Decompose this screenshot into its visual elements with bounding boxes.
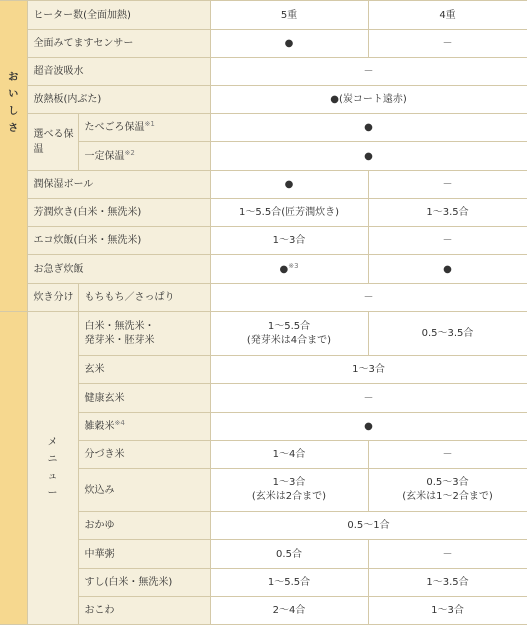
row-label-quick: お急ぎ炊飯: [27, 255, 210, 284]
value-menu-okayu: 0.5～1合: [210, 512, 527, 540]
row-label-menu-genmai: 玄米: [78, 356, 210, 384]
row-label-menu-kenko: 健康玄米: [78, 384, 210, 413]
value-houjun-1: 1～5.5合(匠芳潤炊き): [210, 199, 368, 227]
value-sensor-1: ●: [210, 30, 368, 58]
row-label-keep2: 一定保温$^{※2}$: [78, 142, 210, 171]
value-plate: ●(炭コート遠赤): [210, 86, 527, 114]
row-label-plate: 放熱板(内ぶた): [27, 86, 210, 114]
value-menu-genmai: 1～3合: [210, 356, 527, 384]
row-label-sensor: 全面みてますセンサー: [27, 30, 210, 58]
value-keep1: ●: [210, 114, 527, 142]
value-menu-okowa-1: 2～4合: [210, 597, 368, 625]
value-heater-1: 5重: [210, 1, 368, 30]
row-label-eco: エコ炊飯(白米・無洗米): [27, 227, 210, 255]
category-menu: メ ニ ュ ー: [27, 312, 78, 625]
value-quick-2: ●: [368, 255, 527, 284]
row-label-houjun: 芳潤炊き(白米・無洗米): [27, 199, 210, 227]
category-oishisa-cont: [0, 312, 27, 625]
row-label-menu-takikomi: 炊込み: [78, 469, 210, 512]
value-menu-bunzuki-1: 1～4合: [210, 441, 368, 469]
row-label-steam-ball: 潤保湿ボール: [27, 171, 210, 199]
value-steam-ball-1: ●: [210, 171, 368, 199]
row-label-ultrasonic: 超音波吸水: [27, 58, 210, 86]
value-menu-chukagayu-2: －: [368, 540, 527, 569]
value-houjun-2: 1～3.5合: [368, 199, 527, 227]
row-label-menu-bunzuki: 分づき米: [78, 441, 210, 469]
value-eco-2: －: [368, 227, 527, 255]
value-menu-bunzuki-2: －: [368, 441, 527, 469]
value-quick-1: ●$^{※3}$: [210, 255, 368, 284]
value-ultrasonic: －: [210, 58, 527, 86]
row-label-menu-chukagayu: 中華粥: [78, 540, 210, 569]
row-label-keep1: たべごろ保温$^{※1}$: [78, 114, 210, 142]
row-label-menu-zakkoku: 雑穀米$^{※4}$: [78, 413, 210, 441]
row-label-menu-hakumai: 白米・無洗米・ 発芽米・胚芽米: [78, 312, 210, 356]
row-sublabel-takiwake: もちもち／さっぱり: [78, 284, 210, 312]
value-menu-zakkoku: ●: [210, 413, 527, 441]
value-menu-takikomi-2: 0.5～3合 (玄米は1～2合まで): [368, 469, 527, 512]
row-label-takiwake: 炊き分け: [27, 284, 78, 312]
row-label-menu-sushi: すし(白米・無洗米): [78, 569, 210, 597]
row-label-menu-okayu: おかゆ: [78, 512, 210, 540]
row-label-keep-group: 選べる保温: [27, 114, 78, 171]
value-steam-ball-2: －: [368, 171, 527, 199]
value-menu-hakumai-2: 0.5～3.5合: [368, 312, 527, 356]
value-menu-kenko: －: [210, 384, 527, 413]
value-menu-okowa-2: 1～3合: [368, 597, 527, 625]
row-label-menu-okowa: おこわ: [78, 597, 210, 625]
value-menu-sushi-2: 1～3.5合: [368, 569, 527, 597]
value-sensor-2: －: [368, 30, 527, 58]
value-menu-chukagayu-1: 0.5合: [210, 540, 368, 569]
value-takiwake: －: [210, 284, 527, 312]
value-keep2: ●: [210, 142, 527, 171]
value-menu-sushi-1: 1～5.5合: [210, 569, 368, 597]
category-oishisa: お い し さ: [0, 1, 27, 312]
value-eco-1: 1～3合: [210, 227, 368, 255]
value-menu-takikomi-1: 1～3合 (玄米は2合まで): [210, 469, 368, 512]
row-label-heater: ヒーター数(全面加熱): [27, 1, 210, 30]
value-menu-hakumai-1: 1～5.5合 (発芽米は4合まで): [210, 312, 368, 356]
value-heater-2: 4重: [368, 1, 527, 30]
